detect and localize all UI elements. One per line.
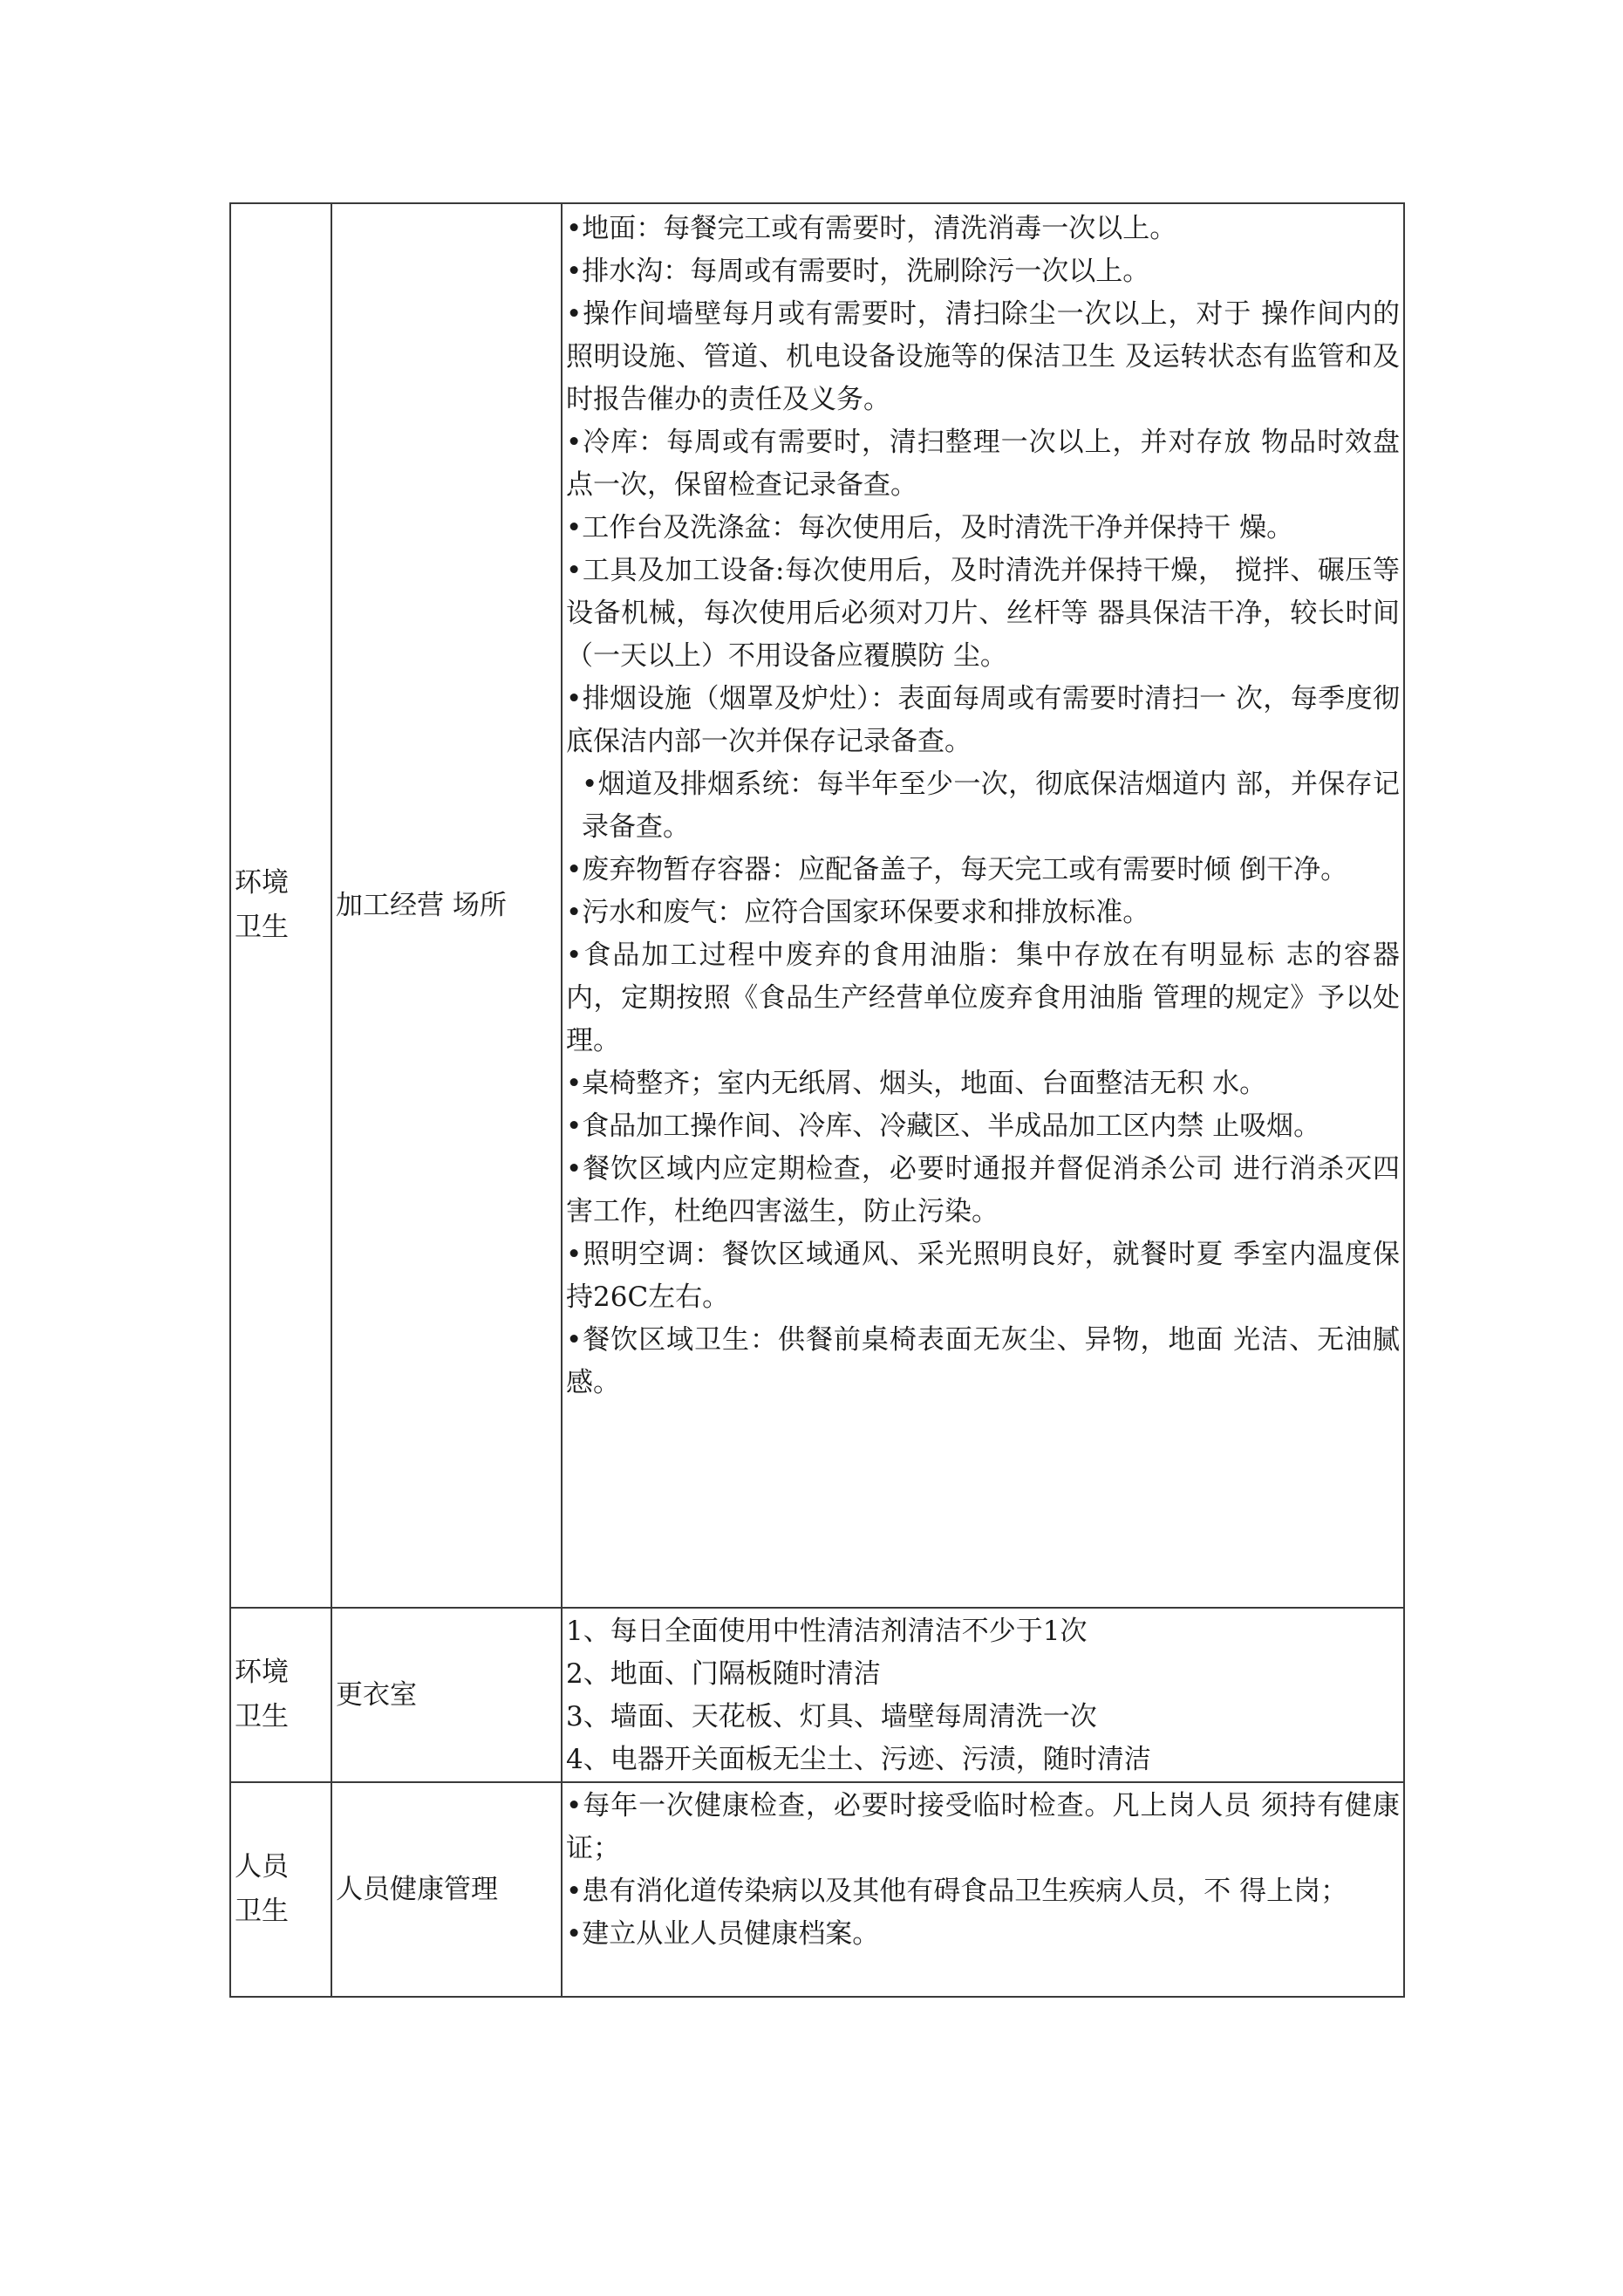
list-item: 2、地面、门隔板随时清洁: [566, 1658, 881, 1690]
category-cell: [230, 203, 331, 1608]
area-cell: [331, 1782, 562, 1997]
hygiene-table: [229, 202, 1405, 1998]
area-cell: [331, 1608, 562, 1782]
content-cell: [562, 1608, 1404, 1782]
list-item: 1、每日全面使用中性清洁剂清洁不少于1次: [566, 1616, 1088, 1647]
table-row: [230, 1782, 1404, 1997]
area-label: 加工经营 场所: [336, 889, 507, 921]
area-label: 更衣室: [336, 1678, 417, 1711]
category-label: 环境: [235, 867, 289, 899]
content-cell: [562, 1782, 1404, 1997]
list-item: •照明空调：餐饮区域通风、采光照明良好，就餐时夏 季室内温度保持26C左右。: [566, 1239, 1400, 1313]
list-item: •每年一次健康检查，必要时接受临时检查。凡上岗人员 须持有健康证；: [566, 1790, 1400, 1864]
area-label: 人员健康管理: [336, 1873, 498, 1905]
list-item: •烟道及排烟系统：每半年至少一次，彻底保洁烟道内 部，并保存记录备查。: [582, 769, 1400, 843]
list-item: •冷库：每周或有需要时，清扫整理一次以上，并对存放 物品时效盘点一次，保留检查记录备查。: [566, 427, 1400, 501]
category-label: 卫生: [235, 1896, 289, 1927]
list-item: •食品加工过程中废弃的食用油脂：集中存放在有明显标 志的容器内，定期按照《食品生产经营单位废弃食用油脂 管理的规定》予以处理。: [566, 940, 1400, 1056]
list-item: 4、电器开关面板无尘土、污迹、污渍，随时清洁: [566, 1744, 1151, 1775]
list-item: •地面：每餐完工或有需要时，清洗消毒一次以上。: [566, 213, 1177, 244]
list-item: •患有消化道传染病以及其他有碍食品卫生疾病人员，不 得上岗；: [566, 1876, 1348, 1907]
area-cell: [331, 203, 562, 1608]
content-cell: [562, 203, 1404, 1608]
table-row: [230, 1608, 1404, 1782]
table-row: [230, 203, 1404, 1608]
category-label: 卫生: [235, 1701, 289, 1732]
category-label: 人员: [235, 1851, 289, 1883]
list-item: •排烟设施（烟罩及炉灶）：表面每周或有需要时清扫一 次，每季度彻底保洁内部一次并保存记录备查。: [566, 683, 1400, 757]
category-cell: [230, 1608, 331, 1782]
list-item: •废弃物暂存容器：应配备盖子，每天完工或有需要时倾 倒干净。: [566, 854, 1348, 885]
list-item: 3、墙面、天花板、灯具、墙壁每周清洗一次: [566, 1701, 1097, 1732]
list-item: •建立从业人员健康档案。: [566, 1918, 880, 1950]
list-item: •食品加工操作间、冷库、冷藏区、半成品加工区内禁 止吸烟。: [566, 1110, 1321, 1142]
list-item: •排水沟：每周或有需要时，洗刷除污一次以上。: [566, 256, 1150, 287]
list-item: •餐饮区域内应定期检查，必要时通报并督促消杀公司 进行消杀灭四害工作，杜绝四害滋生，防止污染。: [566, 1153, 1400, 1227]
category-cell: [230, 1782, 331, 1997]
category-label: 卫生: [235, 912, 289, 943]
list-item: •餐饮区域卫生：供餐前桌椅表面无灰尘、异物，地面 光洁、无油腻感。: [566, 1324, 1400, 1398]
list-item: •污水和废气：应符合国家环保要求和排放标准。: [566, 897, 1150, 928]
list-item: •工具及加工设备:每次使用后，及时清洗并保持干燥， 搅拌、碾压等设备机械，每次使用后必须对刀片、丝杆等 器具保洁干净，较长时间（一天以上）不用设备应覆膜防 尘。: [566, 555, 1400, 672]
list-item: •操作间墙壁每月或有需要时，清扫除尘一次以上，对于 操作间内的照明设施、管道、机电设备设施等的保洁卫生 及运转状态有监管和及时报告催办的责任及义务。: [566, 298, 1400, 415]
list-item: •桌椅整齐；室内无纸屑、烟头，地面、台面整洁无积 水。: [566, 1068, 1267, 1099]
list-item: •工作台及洗涤盆：每次使用后，及时清洗干净并保持干 燥。: [566, 512, 1294, 543]
category-label: 环境: [235, 1657, 289, 1688]
